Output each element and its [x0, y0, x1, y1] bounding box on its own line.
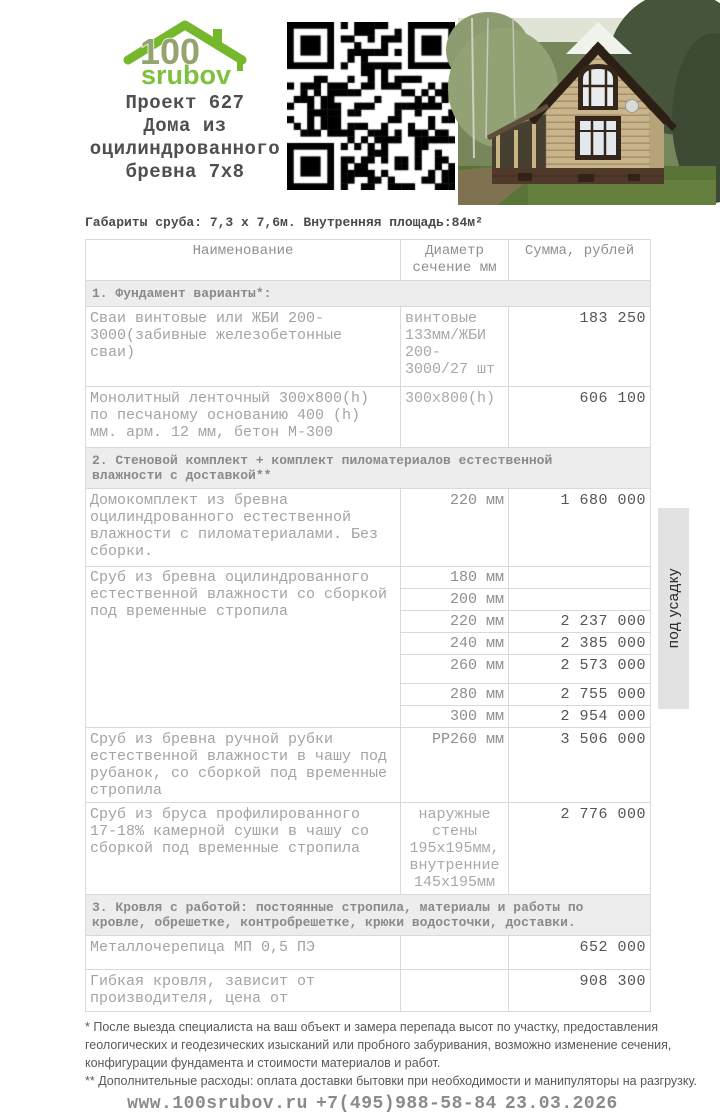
- section-row-roof: [86, 895, 651, 936]
- cell-sum: 606 100: [509, 387, 651, 448]
- table-row: [86, 970, 651, 1012]
- cell-name: Гибкая кровля, зависит от производителя, цена от: [86, 970, 401, 1012]
- shrinkage-label-bar: [658, 508, 689, 709]
- cell-diameter: 300х800(h): [401, 387, 509, 448]
- title-line: оцилиндрованного: [89, 138, 281, 160]
- cell-sum: 2 237 000: [509, 611, 651, 633]
- dimensions-line: Габариты сруба: 7,3 х 7,6м. Внутренняя площадь:84м²: [85, 215, 483, 230]
- shrinkage-label: под усадку: [665, 568, 682, 649]
- section-title-line2: влажности с доставкой**: [92, 468, 272, 483]
- table-row: [86, 307, 651, 387]
- cell-sum: 2 954 000: [509, 706, 651, 728]
- title-line: Дома из: [143, 115, 227, 137]
- section-title-line2: кровле, обрешетке, контробрешетке, крюки водосточки, доставки.: [92, 915, 576, 930]
- footnotes: [85, 1018, 701, 1090]
- website: www.100srubov.ru: [127, 1094, 308, 1114]
- cell-name: Сруб из бревна оцилиндрованного естественной влажности со сборкой под временные стропила: [86, 567, 401, 728]
- phone: +7(495)988-58-84: [315, 1094, 497, 1114]
- section-title: [86, 448, 651, 489]
- section-title-line1: 3. Кровля с работой: постоянные стропила, материалы и работы по: [92, 900, 584, 915]
- qr-code: [287, 22, 455, 190]
- cell-sum: 652 000: [509, 936, 651, 970]
- header-sum: Сумма, рублей: [509, 240, 651, 281]
- date: 23.03.2026: [504, 1094, 618, 1114]
- section-title: 1. Фундамент варианты*:: [86, 281, 651, 307]
- cell-diameter: 240 мм: [401, 633, 509, 655]
- cell-diameter: [401, 936, 509, 970]
- title-line: Проект 627: [125, 92, 245, 114]
- cell-diameter: 200 мм: [401, 589, 509, 611]
- cell-diameter: 220 мм: [401, 489, 509, 567]
- cell-diameter: наружные стены 195х195мм, внутренние 145х195мм: [401, 803, 509, 895]
- svg-text:100: 100: [139, 31, 201, 72]
- cell-sum: 2 573 000: [509, 655, 651, 684]
- section-row-walls: [86, 448, 651, 489]
- header-diameter-line1: Диаметр: [425, 243, 484, 259]
- cell-diameter: 280 мм: [401, 684, 509, 706]
- cell-name: Монолитный ленточный 300х800(h) по песчаному основанию 400 (h) мм. арм. 12 мм, бетон М-300: [86, 387, 401, 448]
- cell-sum: [509, 589, 651, 611]
- table-row: [86, 936, 651, 970]
- header: [0, 0, 720, 213]
- svg-text:srubov: srubov: [140, 60, 232, 90]
- footnote-1: * После выезда специалиста на ваш объект и замера перепада высот по участку, предоставления геологических и геодезических изысканий или пробного забуривания, возможно изменение сечения, конфигурации фундамента и стоимости материалов и работ.: [85, 1020, 672, 1070]
- cell-sum: 908 300: [509, 970, 651, 1012]
- cell-sum: 2 385 000: [509, 633, 651, 655]
- house-photo: [458, 18, 716, 205]
- table-row-variant: [86, 567, 651, 589]
- cell-sum: 2 755 000: [509, 684, 651, 706]
- table-row: [86, 387, 651, 448]
- cell-sum: 1 680 000: [509, 489, 651, 567]
- footnote-2: ** Дополнительные расходы: оплата доставки бытовки при необходимости и манипуляторы на разгрузку.: [85, 1074, 697, 1088]
- cell-sum: 183 250: [509, 307, 651, 387]
- cell-diameter: [401, 970, 509, 1012]
- cell-name: Металлочерепица МП 0,5 ПЭ: [86, 936, 401, 970]
- section-title-line1: 2. Стеновой комплект + комплект пиломатериалов естественной: [92, 453, 553, 468]
- header-name: Наименование: [86, 240, 401, 281]
- cell-name: Сруб из бревна ручной рубки естественной влажности в чашу под рубанок, со сборкой под временные стропила: [86, 728, 401, 803]
- cell-name: Сваи винтовые или ЖБИ 200-3000(забивные железобетонные сваи): [86, 307, 401, 387]
- cell-sum: [509, 567, 651, 589]
- brand-block: [82, 16, 288, 184]
- section-row-foundation: [86, 281, 651, 307]
- project-title: [82, 92, 288, 184]
- footer-line: [85, 1094, 660, 1114]
- price-table: [85, 239, 651, 1012]
- cell-sum: 2 776 000: [509, 803, 651, 895]
- cell-diameter: 180 мм: [401, 567, 509, 589]
- cell-diameter: 220 мм: [401, 611, 509, 633]
- logo-100srubov-icon: [110, 16, 260, 88]
- cell-diameter: винтовые 133мм/ЖБИ 200-3000/27 шт: [401, 307, 509, 387]
- section-title: [86, 895, 651, 936]
- cell-diameter: 260 мм: [401, 655, 509, 684]
- cell-diameter: 300 мм: [401, 706, 509, 728]
- table-row: [86, 489, 651, 567]
- cell-sum: 3 506 000: [509, 728, 651, 803]
- table-row: [86, 728, 651, 803]
- cell-name: Сруб из бруса профилированного 17-18% камерной сушки в чашу со сборкой под временные стропила: [86, 803, 401, 895]
- cell-diameter: РР260 мм: [401, 728, 509, 803]
- title-line: бревна 7х8: [125, 161, 245, 183]
- header-diameter-line2: сечение мм: [412, 260, 497, 276]
- header-diameter: [401, 240, 509, 281]
- table-row: [86, 803, 651, 895]
- table-header-row: [86, 240, 651, 281]
- cell-name: Домокомплект из бревна оцилиндрованного естественной влажности с пиломатериалами. Без сборки.: [86, 489, 401, 567]
